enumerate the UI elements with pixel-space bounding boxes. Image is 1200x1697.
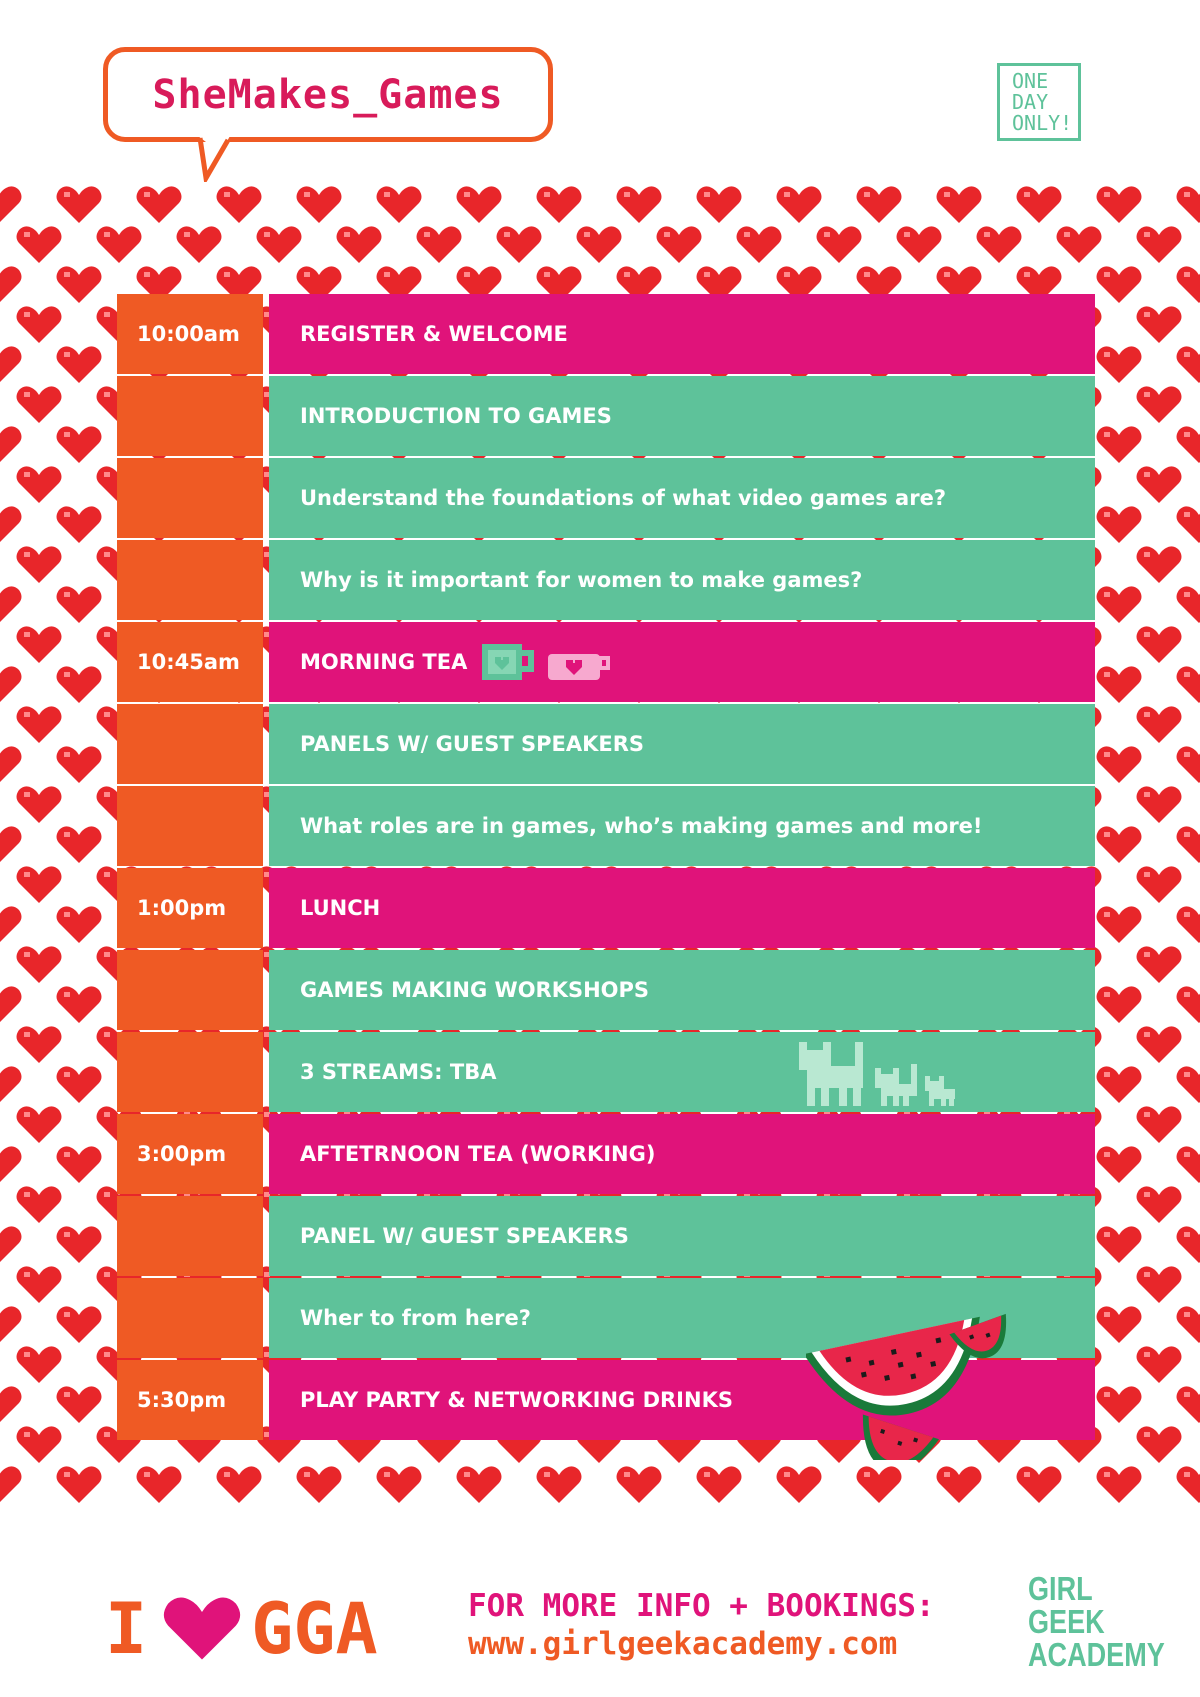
heart-icon	[56, 745, 102, 785]
schedule-event-label: Why is it important for women to make games?	[300, 568, 863, 592]
logo-line: GIRL	[1028, 1570, 1093, 1607]
heart-icon	[536, 185, 582, 225]
heart-icon	[16, 1265, 62, 1305]
schedule-row	[117, 868, 1095, 948]
schedule-time	[117, 458, 263, 538]
heart-icon	[1136, 865, 1182, 905]
heart-icon	[736, 225, 782, 265]
heart-icon	[1096, 1305, 1142, 1345]
heart-icon	[936, 185, 982, 225]
schedule-time: 10:45am	[117, 622, 263, 702]
heart-icon	[1136, 1105, 1182, 1145]
heart-icon	[16, 545, 62, 585]
heart-icon	[776, 185, 822, 225]
heart-icon	[56, 1305, 102, 1345]
heart-icon	[56, 185, 102, 225]
schedule-table	[117, 294, 1095, 1442]
heart-icon	[56, 665, 102, 705]
heart-icon	[1096, 1225, 1142, 1265]
heart-icon	[16, 225, 62, 265]
heart-icon	[0, 985, 22, 1025]
heart-icon	[376, 185, 422, 225]
heart-icon	[176, 225, 222, 265]
schedule-time	[117, 376, 263, 456]
schedule-time	[117, 1278, 263, 1358]
schedule-event-label: PANEL W/ GUEST SPEAKERS	[300, 1224, 629, 1248]
heart-icon	[416, 225, 462, 265]
heart-icon	[336, 225, 382, 265]
schedule-row	[117, 950, 1095, 1030]
heart-icon	[976, 225, 1022, 265]
heart-icon	[376, 1465, 422, 1505]
heart-icon	[1176, 1465, 1200, 1505]
schedule-row	[117, 376, 1095, 456]
tea-cup-icon	[482, 642, 612, 684]
heart-icon	[1136, 385, 1182, 425]
schedule-time	[117, 786, 263, 866]
heart-icon	[1016, 1465, 1062, 1505]
heart-icon	[1096, 1145, 1142, 1185]
heart-icon	[56, 345, 102, 385]
schedule-event-label: INTRODUCTION TO GAMES	[300, 404, 612, 428]
schedule-row	[117, 458, 1095, 538]
heart-icon	[1136, 1425, 1182, 1465]
heart-icon	[856, 1465, 902, 1505]
heart-icon	[616, 185, 662, 225]
schedule-time	[117, 540, 263, 620]
heart-icon	[0, 905, 22, 945]
badge-line: ONLY!	[1012, 111, 1073, 135]
heart-icon	[16, 785, 62, 825]
schedule-row	[117, 1032, 1095, 1112]
heart-icon	[1096, 1465, 1142, 1505]
love-left-text: I	[105, 1588, 148, 1670]
heart-icon	[56, 1065, 102, 1105]
schedule-row	[117, 1196, 1095, 1276]
heart-icon	[1176, 665, 1200, 705]
schedule-event	[269, 540, 1095, 620]
heart-icon	[1176, 1145, 1200, 1185]
heart-icon	[1176, 425, 1200, 465]
heart-icon	[1176, 345, 1200, 385]
heart-icon	[1176, 185, 1200, 225]
girl-geek-academy-logo	[1028, 1572, 1165, 1671]
heart-icon	[256, 225, 302, 265]
heart-icon	[56, 1385, 102, 1425]
heart-icon	[0, 1385, 22, 1425]
heart-icon	[1136, 785, 1182, 825]
heart-icon	[0, 1145, 22, 1185]
schedule-event-label: Understand the foundations of what video games are?	[300, 486, 947, 510]
heart-icon	[1136, 465, 1182, 505]
heart-icon	[1176, 585, 1200, 625]
heart-icon	[1096, 505, 1142, 545]
title-speech-bubble	[103, 47, 553, 142]
heart-icon	[56, 505, 102, 545]
schedule-time	[117, 704, 263, 784]
heart-icon	[496, 225, 542, 265]
heart-icon	[656, 225, 702, 265]
heart-icon	[163, 1595, 241, 1663]
heart-icon	[1136, 1265, 1182, 1305]
heart-icon	[1096, 265, 1142, 305]
heart-icon	[1096, 425, 1142, 465]
schedule-event	[269, 1196, 1095, 1276]
love-right-text: GGA	[251, 1588, 378, 1670]
heart-icon	[96, 225, 142, 265]
schedule-event	[269, 294, 1095, 374]
heart-icon	[1176, 825, 1200, 865]
heart-icon	[16, 945, 62, 985]
heart-icon	[1096, 985, 1142, 1025]
heart-icon	[0, 1305, 22, 1345]
schedule-event	[269, 704, 1095, 784]
heart-icon	[16, 1185, 62, 1225]
schedule-event	[269, 1032, 1095, 1112]
heart-icon	[1136, 1345, 1182, 1385]
heart-icon	[56, 905, 102, 945]
heart-icon	[0, 1065, 22, 1105]
schedule-event-label: MORNING TEA	[300, 650, 468, 674]
heart-icon	[856, 185, 902, 225]
heart-icon	[1096, 345, 1142, 385]
heart-icon	[0, 265, 22, 305]
heart-icon	[1136, 705, 1182, 745]
heart-icon	[1136, 1185, 1182, 1225]
heart-icon	[1096, 745, 1142, 785]
heart-icon	[1176, 1305, 1200, 1345]
heart-icon	[56, 985, 102, 1025]
schedule-row	[117, 540, 1095, 620]
heart-icon	[1176, 905, 1200, 945]
heart-icon	[1096, 825, 1142, 865]
heart-icon	[1136, 225, 1182, 265]
heart-icon	[296, 1465, 342, 1505]
schedule-event-label: LUNCH	[300, 896, 381, 920]
schedule-time	[117, 950, 263, 1030]
schedule-event-label: GAMES MAKING WORKSHOPS	[300, 978, 650, 1002]
heart-icon	[0, 745, 22, 785]
heart-icon	[456, 185, 502, 225]
heart-icon	[0, 185, 22, 225]
heart-icon	[56, 265, 102, 305]
heart-icon	[1176, 745, 1200, 785]
heart-icon	[936, 1465, 982, 1505]
heart-icon	[1096, 905, 1142, 945]
schedule-event-label: PLAY PARTY & NETWORKING DRINKS	[300, 1388, 733, 1412]
heart-icon	[56, 1225, 102, 1265]
schedule-event	[269, 376, 1095, 456]
heart-icon	[0, 1225, 22, 1265]
heart-icon	[16, 385, 62, 425]
schedule-event-label: AFTETRNOON TEA (WORKING)	[300, 1142, 656, 1166]
heart-icon	[1016, 185, 1062, 225]
heart-icon	[136, 185, 182, 225]
heart-icon	[696, 1465, 742, 1505]
one-day-only-badge	[997, 63, 1081, 141]
heart-icon	[0, 585, 22, 625]
badge-line: DAY	[1012, 90, 1049, 114]
heart-icon	[1136, 1025, 1182, 1065]
heart-icon	[216, 185, 262, 225]
watermelon-icon	[806, 1295, 1026, 1460]
heart-icon	[1136, 625, 1182, 665]
heart-icon	[16, 1345, 62, 1385]
heart-icon	[456, 1465, 502, 1505]
booking-label: FOR MORE INFO + BOOKINGS:	[468, 1588, 935, 1624]
heart-icon	[1096, 185, 1142, 225]
page-title: SheMakes_Games	[152, 71, 504, 118]
badge-line: ONE	[1012, 69, 1049, 93]
heart-icon	[1136, 945, 1182, 985]
heart-icon	[896, 225, 942, 265]
heart-icon	[16, 1025, 62, 1065]
heart-icon	[1056, 225, 1102, 265]
heart-icon	[16, 865, 62, 905]
schedule-event-label: Wher to from here?	[300, 1306, 531, 1330]
heart-icon	[816, 225, 862, 265]
schedule-event	[269, 868, 1095, 948]
i-love-gga	[105, 1588, 378, 1670]
schedule-event	[269, 950, 1095, 1030]
schedule-event	[269, 786, 1095, 866]
heart-icon	[1176, 505, 1200, 545]
heart-icon	[0, 825, 22, 865]
heart-icon	[1096, 1385, 1142, 1425]
heart-icon	[776, 1465, 822, 1505]
heart-icon	[1176, 1225, 1200, 1265]
website-link[interactable]: www.girlgeekacademy.com	[468, 1626, 898, 1662]
heart-icon	[0, 1465, 22, 1505]
schedule-row	[117, 786, 1095, 866]
schedule-row	[117, 1114, 1095, 1194]
heart-icon	[576, 225, 622, 265]
speech-bubble-tail-icon	[196, 136, 232, 182]
heart-icon	[1096, 585, 1142, 625]
heart-icon	[616, 1465, 662, 1505]
heart-icon	[1096, 1065, 1142, 1105]
schedule-event	[269, 458, 1095, 538]
schedule-event-label: What roles are in games, who’s making games and more!	[300, 814, 983, 838]
heart-icon	[0, 665, 22, 705]
schedule-row	[117, 294, 1095, 374]
schedule-row	[117, 622, 1095, 702]
heart-icon	[1176, 1065, 1200, 1105]
heart-icon	[536, 1465, 582, 1505]
heart-icon	[296, 185, 342, 225]
heart-icon	[0, 505, 22, 545]
heart-icon	[56, 1465, 102, 1505]
schedule-event	[269, 1114, 1095, 1194]
heart-icon	[16, 1105, 62, 1145]
heart-icon	[216, 1465, 262, 1505]
schedule-time: 10:00am	[117, 294, 263, 374]
heart-icon	[0, 345, 22, 385]
heart-icon	[56, 425, 102, 465]
heart-icon	[1096, 665, 1142, 705]
heart-icon	[16, 1425, 62, 1465]
schedule-time: 3:00pm	[117, 1114, 263, 1194]
schedule-time: 1:00pm	[117, 868, 263, 948]
heart-icon	[0, 425, 22, 465]
heart-icon	[1176, 265, 1200, 305]
booking-info	[468, 1588, 935, 1662]
cat-icon	[799, 1042, 959, 1106]
logo-line: GEEK	[1028, 1603, 1105, 1640]
schedule-event-label: REGISTER & WELCOME	[300, 322, 568, 346]
heart-icon	[16, 625, 62, 665]
heart-icon	[696, 185, 742, 225]
heart-icon	[16, 705, 62, 745]
logo-line: ACADEMY	[1028, 1636, 1165, 1673]
heart-icon	[16, 305, 62, 345]
schedule-event-label: PANELS W/ GUEST SPEAKERS	[300, 732, 645, 756]
heart-icon	[56, 825, 102, 865]
schedule-time: 5:30pm	[117, 1360, 263, 1440]
heart-icon	[1136, 545, 1182, 585]
schedule-row	[117, 704, 1095, 784]
heart-icon	[1176, 1385, 1200, 1425]
heart-icon	[56, 585, 102, 625]
schedule-event	[269, 622, 1095, 702]
heart-icon	[56, 1145, 102, 1185]
schedule-event-label: 3 STREAMS: TBA	[300, 1060, 497, 1084]
heart-icon	[1136, 305, 1182, 345]
schedule-time	[117, 1196, 263, 1276]
heart-icon	[1176, 985, 1200, 1025]
heart-icon	[136, 1465, 182, 1505]
heart-icon	[16, 465, 62, 505]
schedule-time	[117, 1032, 263, 1112]
